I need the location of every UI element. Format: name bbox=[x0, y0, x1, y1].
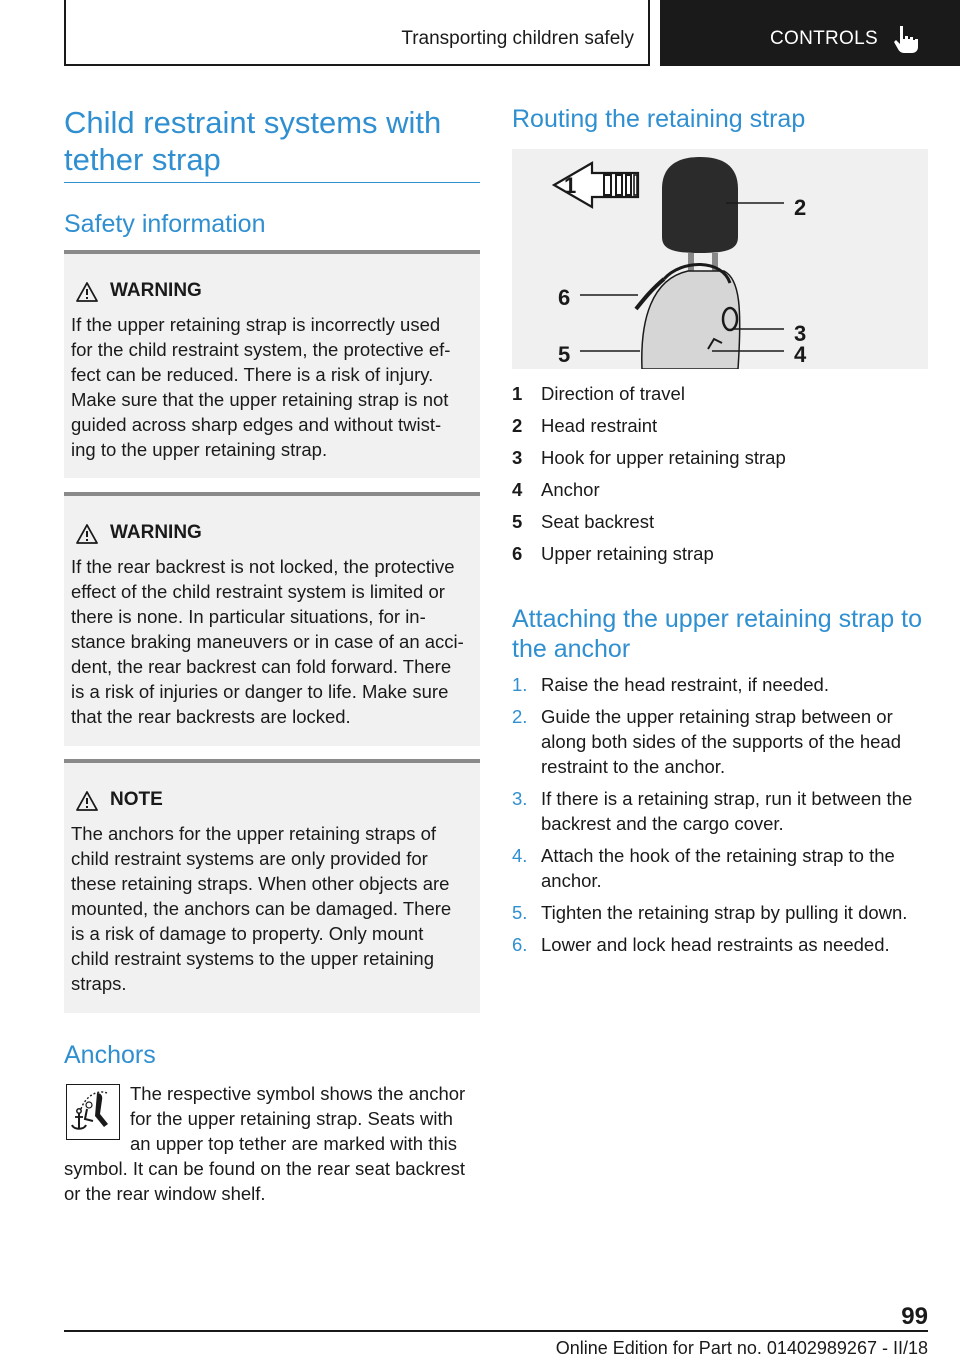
callout-1: 1 bbox=[564, 173, 577, 198]
legend-item: 6 Upper retaining strap bbox=[512, 543, 714, 564]
step-item: 2. Guide the upper retaining strap between or along both sides of the supports of the head restraint to the anchor. bbox=[512, 706, 901, 777]
page-number: 99 bbox=[901, 1303, 928, 1330]
pointing-hand-icon bbox=[894, 24, 920, 54]
anchors-text-indented: The respective symbol shows the anchor for the upper retaining strap. Seats with an upper top tether are marked with this bbox=[130, 1083, 466, 1154]
footer-divider bbox=[64, 1330, 928, 1332]
warning-triangle-icon bbox=[76, 282, 98, 302]
note-box bbox=[64, 759, 480, 1013]
step-item: 1. Raise the head restraint, if needed. bbox=[512, 674, 829, 695]
attach-heading: Attaching the upper retaining strap to the anchor bbox=[512, 605, 922, 663]
step-item: 3. If there is a retaining strap, run it between the backrest and the cargo cover. bbox=[512, 788, 913, 834]
tether-anchor-symbol-icon bbox=[66, 1084, 120, 1140]
page-title: Child restraint systems with tether strap bbox=[64, 105, 442, 177]
header-section-box bbox=[64, 0, 650, 66]
warning-box-1 bbox=[64, 250, 480, 478]
legend-item: 1 Direction of travel bbox=[512, 383, 685, 404]
figure-legend bbox=[512, 381, 932, 573]
header-section-title: Transporting children safely bbox=[401, 28, 634, 49]
warning-text: If the upper retaining strap is incorrectly used for the child restraint system, the protective ef- fect can be reduced. There is a risk of injury. Make sure that the upper retaining strap is not guided across sharp edges and without twist- ing to the upper retaining strap. bbox=[71, 314, 451, 460]
legend-item: 3 Hook for upper retaining strap bbox=[512, 447, 786, 468]
footer-edition: Online Edition for Part no. 01402989267 - II/18 bbox=[555, 1338, 928, 1358]
warning-triangle-icon bbox=[76, 791, 98, 811]
callout-5: 5 bbox=[558, 342, 571, 367]
step-item: 5. Tighten the retaining strap by pulling it down. bbox=[512, 902, 908, 923]
anchors-text: symbol. It can be found on the rear seat backrest or the rear window shelf. bbox=[64, 1158, 466, 1204]
callout-6: 6 bbox=[558, 285, 571, 310]
warning-label: WARNING bbox=[110, 280, 202, 301]
routing-heading: Routing the retaining strap bbox=[512, 105, 806, 133]
warning-box-2 bbox=[64, 492, 480, 746]
steps-list bbox=[512, 672, 932, 964]
legend-item: 4 Anchor bbox=[512, 479, 600, 500]
step-item: 6. Lower and lock head restraints as needed. bbox=[512, 934, 890, 955]
warning-label: WARNING bbox=[110, 522, 202, 543]
legend-item: 5 Seat backrest bbox=[512, 511, 655, 532]
retaining-strap-illustration bbox=[512, 149, 928, 369]
legend-item: 2 Head restraint bbox=[512, 415, 658, 436]
header-chapter-tab[interactable] bbox=[660, 0, 960, 66]
safety-heading: Safety information bbox=[64, 210, 266, 238]
warning-text: If the rear backrest is not locked, the protective effect of the child restraint system is limited or there is none. In particular situations, for in- stance braking maneuvers or in case of an acci- dent, the rear backrest can fold forward. There is a risk of injuries or danger to life. Make sure that the rear backrests are locked. bbox=[71, 556, 464, 727]
callout-2: 2 bbox=[794, 195, 807, 220]
note-text: The anchors for the upper retaining straps of child restraint systems are only provided for these retaining straps. When other objects are mounted, the anchors can be damaged. There is a risk of damage to property. Only mount child restraint systems to the upper retaining straps. bbox=[71, 823, 452, 994]
title-divider bbox=[64, 182, 480, 183]
anchors-heading: Anchors bbox=[64, 1041, 156, 1069]
step-item: 4. Attach the hook of the retaining strap to the anchor. bbox=[512, 845, 895, 891]
warning-triangle-icon bbox=[76, 524, 98, 544]
callout-4: 4 bbox=[794, 342, 807, 367]
callout-3: 3 bbox=[794, 321, 807, 346]
header-chapter-title: CONTROLS bbox=[770, 28, 878, 49]
note-label: NOTE bbox=[110, 789, 163, 810]
